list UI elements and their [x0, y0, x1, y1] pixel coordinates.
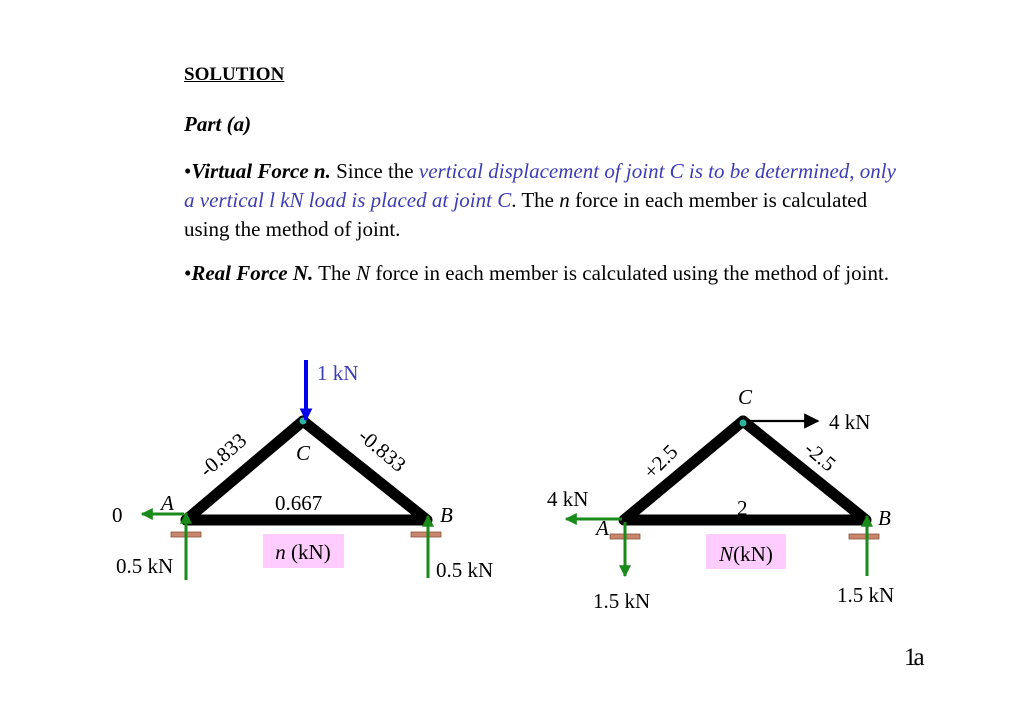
- joint-b-label: B: [440, 503, 453, 527]
- unit-var: n: [275, 540, 286, 564]
- member-cb-force: -0.833: [353, 423, 411, 477]
- load-c-label: 4 kN: [829, 410, 871, 434]
- reaction-ay-value: 0.5 kN: [116, 554, 174, 578]
- reaction-by-value: 0.5 kN: [436, 558, 494, 582]
- text: . The: [511, 188, 560, 212]
- member-cb-force: -2.5: [799, 436, 841, 477]
- unit-text: (kN): [733, 542, 773, 566]
- part-a-heading: Part (a): [184, 112, 252, 136]
- real-truss: [547, 385, 894, 613]
- support-b: [849, 534, 879, 539]
- unit-text: (kN): [285, 540, 331, 564]
- reaction-ay-value: 1.5 kN: [593, 589, 651, 613]
- reaction-by-value: 1.5 kN: [837, 583, 895, 607]
- joint-c-label: C: [296, 441, 311, 465]
- member-ab-force: 0.667: [275, 491, 323, 515]
- variable-N: N: [356, 261, 371, 285]
- support-b: [411, 532, 441, 537]
- member-ac-force: -0.833: [194, 428, 252, 482]
- virtual-truss: [112, 360, 493, 582]
- virtual-load-label: 1 kN: [317, 361, 359, 385]
- reaction-ax-value: 0: [112, 503, 123, 527]
- member-ab-force: 2: [737, 496, 748, 520]
- bullet: •: [184, 261, 192, 285]
- joint-c-label: C: [738, 385, 753, 409]
- unit-label: [275, 540, 330, 564]
- joint-a-label: A: [161, 491, 174, 515]
- unit-label: [718, 542, 773, 566]
- joint-a-label: A: [596, 516, 609, 540]
- highlighted-text: vertical displacement of joint C is to be determined, only a vertical l kN load is placed at joint C: [184, 159, 896, 212]
- member-ac-force: +2.5: [638, 439, 683, 484]
- text: force in each member is calculated using the method of joint.: [184, 188, 868, 241]
- text: force in each member is calculated using the method of joint.: [370, 261, 890, 285]
- unit-var: N: [719, 542, 734, 566]
- virtual-force-title: Virtual Force n.: [191, 159, 331, 183]
- variable-n: n: [559, 188, 570, 212]
- text: The: [313, 261, 357, 285]
- reaction-ax-value: 4 kN: [547, 487, 589, 511]
- text: Since the: [330, 159, 419, 183]
- solution-heading: SOLUTION: [184, 64, 285, 85]
- joint-b-label: B: [878, 506, 891, 530]
- member-cb: [743, 421, 866, 520]
- real-force-title: Real Force N.: [191, 261, 314, 285]
- bullet: •: [184, 159, 192, 183]
- page-number: 1a: [904, 644, 922, 671]
- joint-c-node: [740, 420, 747, 427]
